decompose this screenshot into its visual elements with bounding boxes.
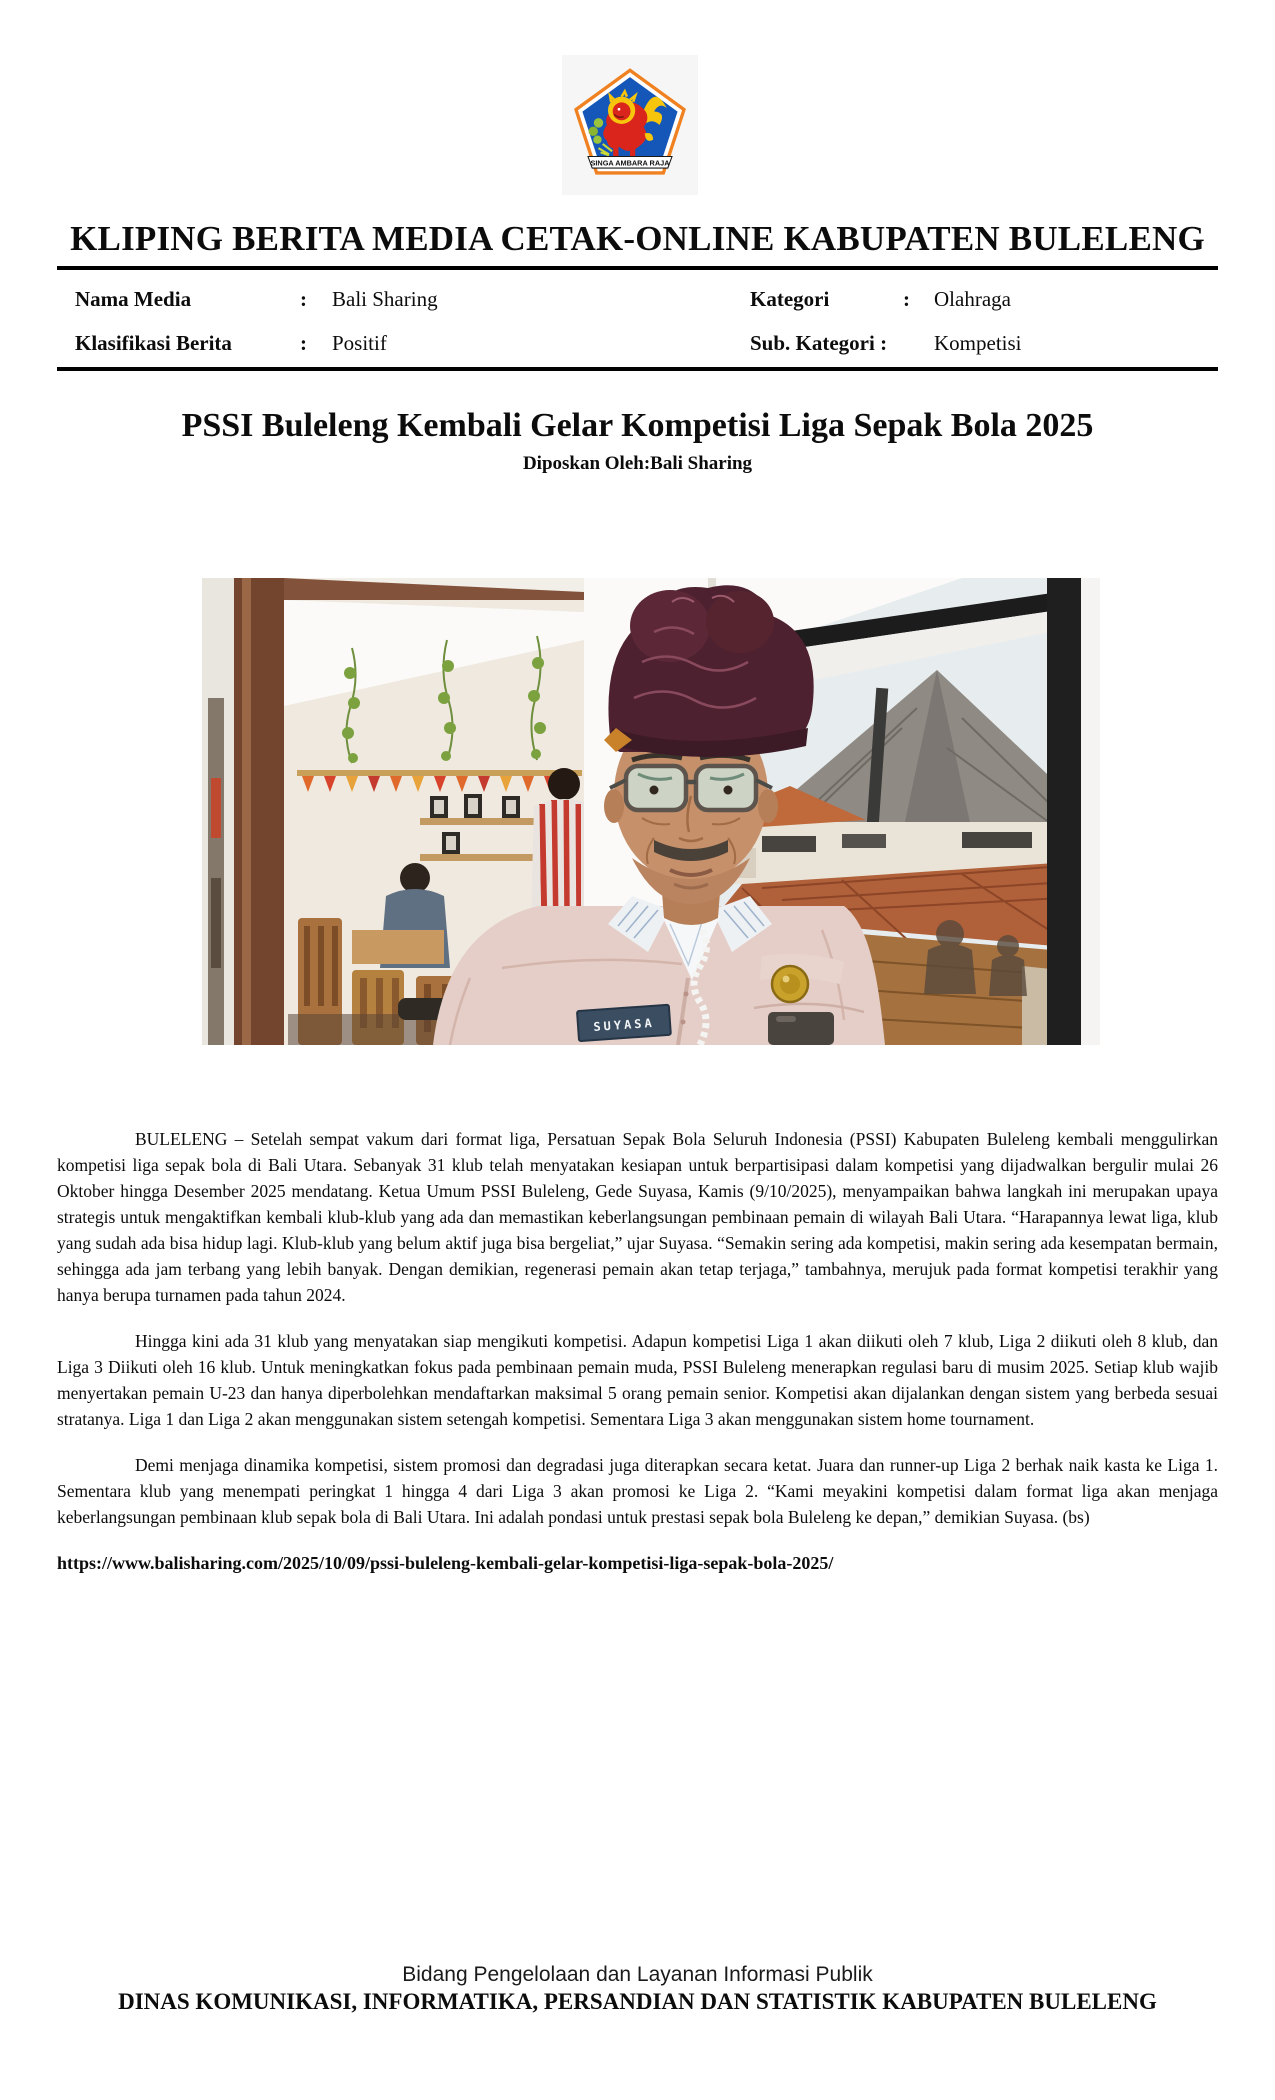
article-paragraph-1: BULELENG – Setelah sempat vakum dari format liga, Persatuan Sepak Bola Seluruh Indonesia (PSSI) Kabupaten Buleleng kembali menggulirkan kompetisi liga sepak bola di Bali Utara. Sebanyak 31 klub telah menyatakan kesiapan untuk berpartisipasi dalam kompetisi yang dijadwalkan bergulir mulai 26 Oktober hingga Desember 2025 mendatang. Ketua Umum PSSI Buleleng, Gede Suyasa, Kamis (9/10/2025), menyampaikan bahwa langkah ini merupakan upaya strategis untuk mengaktifkan kembali klub-klub yang ada dan memastikan keberlangsungan pembinaan pemain di wilayah Bali Utara. “Harapannya lewat liga, klub yang sudah ada bisa hidup lagi. Klub-klub yang belum aktif juga bisa bergeliat,” ujar Suyasa. “Semakin sering ada kompetisi, makin sering ada kesempatan bermain, sehingga ada jam terbang yang lebih banyak. Dengan demikian, regenerasi pemain akan tetap terjaga,” tambahnya, merujuk pada format kompetisi terakhir yang hanya berupa turnamen pada tahun 2024. <box>57 1129 1218 1305</box>
gold-badge <box>772 966 808 1002</box>
name-tag <box>577 1005 671 1041</box>
kategori-label: Kategori <box>750 287 830 311</box>
klasifikasi-label: Klasifikasi Berita <box>75 331 232 355</box>
article-byline: Diposkan Oleh:Bali Sharing <box>522 453 753 474</box>
sub-kategori-value: Kompetisi <box>934 331 1022 355</box>
crest-banner <box>588 157 672 169</box>
crest-banner-text: SINGA AMBARA RAJA <box>590 158 670 168</box>
footer-department: Bidang Pengelolaan dan Layanan Informasi Publik <box>402 1963 873 1986</box>
klasifikasi-colon: : <box>300 331 307 355</box>
kategori-colon: : <box>903 287 910 311</box>
window-frame-right <box>1047 578 1081 1045</box>
divider-line-bottom <box>57 367 1218 371</box>
glass-reflection-strip <box>202 578 234 1045</box>
article-body <box>57 1126 1218 1576</box>
article-photo <box>202 578 1100 1045</box>
klasifikasi-value: Positif <box>332 331 387 355</box>
kategori-value: Olahraga <box>934 287 1011 311</box>
article-title: PSSI Buleleng Kembali Gelar Kompetisi Liga Sepak Bola 2025 <box>181 407 1094 444</box>
article-paragraph-3: Demi menjaga dinamika kompetisi, sistem promosi dan degradasi juga diterapkan secara ketat. Juara dan runner-up Liga 2 berhak naik kasta ke Liga 1. Sementara klub yang menempati peringkat 1 hingga 4 dari Liga 3 akan promosi ke Liga 2. “Kami meyakini kompetisi dalam format liga akan menjaga keberlangsungan pembinaan klub sepak bola di Bali Utara. Ini adalah pondasi untuk prestasi sepak bola Buleleng ke depan,” demikian Suyasa. (bs) <box>57 1455 1218 1527</box>
sub-kategori-label: Sub. Kategori : <box>750 331 888 355</box>
article-source-url[interactable]: https://www.balisharing.com/2025/10/09/pssi-buleleng-kembali-gelar-kompetisi-liga-sepak-bola-2025/ <box>57 1553 834 1573</box>
nama-media-colon: : <box>300 287 307 311</box>
nama-media-label: Nama Media <box>75 287 192 311</box>
name-tag-text: SUYASA <box>592 1015 656 1035</box>
pentagon-crest-icon <box>567 60 693 190</box>
buleleng-crest-logo <box>562 55 698 195</box>
article-paragraph-2: Hingga kini ada 31 klub yang menyatakan siap mengikuti kompetisi. Adapun kompetisi Liga 1 akan diikuti oleh 7 klub, Liga 2 diikuti oleh 8 klub, dan Liga 3 Diikuti oleh 16 klub. Untuk meningkatkan fokus pada pembinaan pemain muda, PSSI Buleleng menerapkan regulasi baru di musim 2025. Setiap klub wajib menyertakan pemain U-23 dan hanya diperbolehkan mendaftarkan maksimal 5 orang pemain senior. Kompetisi akan dijalankan dengan sistem yang berbeda sesuai stratanya. Liga 1 dan Liga 2 akan menggunakan sistem setengah kompetisi. Sementara Liga 3 akan menggunakan sistem home tournament. <box>57 1331 1218 1429</box>
divider-line-top <box>57 266 1218 270</box>
document-title: KLIPING BERITA MEDIA CETAK-ONLINE KABUPATEN BULELENG <box>70 219 1205 258</box>
nama-media-value: Bali Sharing <box>332 287 438 311</box>
footer-agency: DINAS KOMUNIKASI, INFORMATIKA, PERSANDIAN DAN STATISTIK KABUPATEN BULELENG <box>118 1989 1157 2014</box>
